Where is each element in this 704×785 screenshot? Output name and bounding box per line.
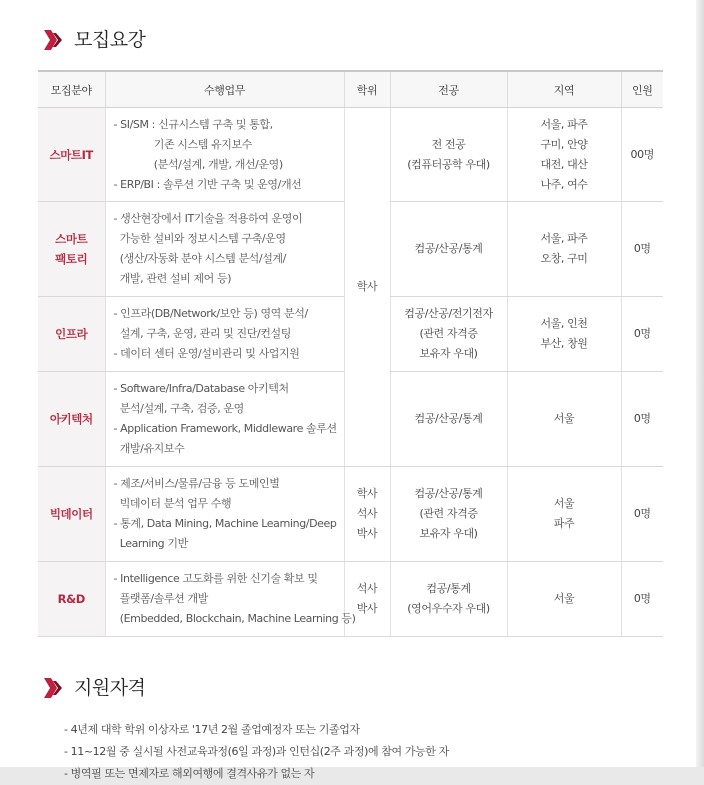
table-row xyxy=(38,108,663,202)
qualification-item: - 11~12월 중 실시될 사전교육과정(6일 과정)과 인턴십(2주 과정)에 참여 가능한 자 xyxy=(64,745,449,758)
field-label: 인프라 xyxy=(55,327,88,341)
major-line: 컴공/산공/전기전자 xyxy=(404,307,493,320)
major-cell xyxy=(390,562,507,637)
region-line: 서울, 인천 xyxy=(540,317,588,330)
duty-line: (생산/자동화 분야 시스템 분석/설계/ xyxy=(113,252,286,265)
major-cell xyxy=(390,297,507,372)
region-cell xyxy=(507,467,621,562)
region-cell xyxy=(507,202,621,297)
headcount-value: 0명 xyxy=(633,592,651,605)
region-line: 대전, 대산 xyxy=(540,157,588,171)
header-region: 지역 xyxy=(507,71,621,108)
major-line: 컴공/산공/통계 xyxy=(414,242,483,255)
region-line: 부산, 창원 xyxy=(540,337,588,350)
region-cell xyxy=(507,562,621,637)
duty-cell xyxy=(105,372,344,467)
headcount-cell xyxy=(621,297,663,372)
duty-line: - Application Framework, Middleware 솔루션 xyxy=(113,422,337,435)
major-cell xyxy=(390,372,507,467)
major-line: 컴공/통계 xyxy=(426,582,471,595)
headcount-cell xyxy=(621,108,663,202)
table-header-row xyxy=(38,71,663,108)
duty-line: - 데이터 센터 운영/설비관리 및 사업지원 xyxy=(113,347,300,360)
page-edge xyxy=(696,0,704,767)
degree-cell xyxy=(344,467,390,562)
major-line: (관련 자격증 xyxy=(419,327,478,340)
field-cell xyxy=(38,202,105,297)
major-cell xyxy=(390,467,507,562)
region-line: 구미, 안양 xyxy=(540,137,588,151)
duty-cell xyxy=(105,202,344,297)
header-headcount: 인원 xyxy=(621,71,663,108)
headcount-value: 0명 xyxy=(633,327,651,340)
major-line: 보유자 우대) xyxy=(419,347,478,360)
major-line: 보유자 우대) xyxy=(419,527,478,540)
duty-line: 분석/설계, 구축, 검증, 운영 xyxy=(113,402,244,415)
region-line: 서울 xyxy=(553,412,575,425)
region-line: 서울 xyxy=(553,497,575,510)
recruitment-table xyxy=(38,70,663,637)
duty-line: - 인프라(DB/Network/보안 등) 영역 분석/ xyxy=(113,307,308,320)
field-label: 스마트IT xyxy=(49,147,93,162)
duty-line: (분석/설계, 개발, 개선/운영) xyxy=(113,157,283,171)
duty-line: 설계, 구축, 운영, 관리 및 진단/컨설팅 xyxy=(113,327,291,340)
duty-line: (Embedded, Blockchain, Machine Learning 등) xyxy=(113,612,356,625)
duty-line: - 제조/서비스/물류/금융 등 도메인별 xyxy=(113,477,280,490)
table-row xyxy=(38,562,663,637)
major-line: (관련 자격증 xyxy=(419,507,478,520)
duty-line: 개발, 관련 설비 제어 등) xyxy=(113,272,232,285)
major-line: (컴퓨터공학 우대) xyxy=(407,157,490,171)
headcount-cell xyxy=(621,467,663,562)
field-cell xyxy=(38,562,105,637)
section-marker-icon xyxy=(44,30,62,50)
qualification-title-text: 지원자격 xyxy=(74,676,146,699)
duty-cell xyxy=(105,467,344,562)
duty-line: - SI/SM : 신규시스템 구축 및 통합, xyxy=(113,117,273,131)
field-label: 팩토리 xyxy=(55,252,88,266)
major-line: 컴공/산공/통계 xyxy=(414,487,483,500)
duty-line: - 생산현장에서 IT기술을 적용하여 운영이 xyxy=(113,212,303,225)
major-line: 컴공/산공/통계 xyxy=(414,412,483,425)
duty-line: - Intelligence 고도화를 위한 신기술 확보 및 xyxy=(113,572,318,585)
duty-line: 플랫폼/솔루션 개발 xyxy=(113,592,208,605)
degree-cell xyxy=(344,562,390,637)
degree-line: 석사 xyxy=(356,582,378,595)
duty-cell xyxy=(105,562,356,637)
duty-line: - 통계, Data Mining, Machine Learning/Deep xyxy=(113,517,337,530)
recruitment-section-title xyxy=(44,30,145,50)
region-line: 나주, 여수 xyxy=(540,177,588,191)
major-line: 전 전공 xyxy=(431,137,466,151)
field-cell xyxy=(38,372,105,467)
duty-cell xyxy=(105,297,344,372)
field-cell xyxy=(38,297,105,372)
major-cell xyxy=(390,108,507,202)
major-line: (영어우수자 우대) xyxy=(407,602,490,615)
duty-line: 개발/유지보수 xyxy=(113,442,185,455)
headcount-value: 0명 xyxy=(633,242,651,255)
region-line: 서울, 파주 xyxy=(540,232,588,245)
major-cell xyxy=(390,202,507,297)
headcount-value: 0명 xyxy=(633,507,651,520)
degree-line: 학사 xyxy=(356,487,378,500)
region-line: 오창, 구미 xyxy=(540,252,588,265)
duty-line: 기존 시스템 유지보수 xyxy=(113,137,252,151)
degree-line: 박사 xyxy=(356,602,378,615)
headcount-cell xyxy=(621,202,663,297)
headcount-cell xyxy=(621,372,663,467)
header-major: 전공 xyxy=(390,71,507,108)
qualification-item: - 병역필 또는 면제자로 해외여행에 결격사유가 없는 자 xyxy=(64,767,315,780)
region-line: 서울, 파주 xyxy=(540,117,588,131)
field-cell xyxy=(38,108,105,202)
field-label: R&D xyxy=(57,592,85,606)
degree-cell-shared xyxy=(344,108,390,467)
table-row xyxy=(38,467,663,562)
field-label: 아키텍처 xyxy=(49,412,93,426)
header-duty: 수행업무 xyxy=(105,71,344,108)
headcount-value: 0명 xyxy=(633,412,651,425)
duty-line: - ERP/BI : 솔루션 기반 구축 및 운영/개선 xyxy=(113,177,302,191)
duty-line: 빅데이터 분석 업무 수행 xyxy=(113,497,232,510)
field-label: 빅데이터 xyxy=(49,507,93,521)
recruitment-title-text: 모집요강 xyxy=(74,28,146,51)
headcount-cell xyxy=(621,562,663,637)
degree-line: 석사 xyxy=(356,507,378,520)
duty-line: - Software/Infra/Database 아키텍처 xyxy=(113,382,289,395)
region-line: 서울 xyxy=(553,592,575,605)
field-label: 스마트 xyxy=(55,232,88,246)
qualification-item: - 4년제 대학 학위 이상자로 '17년 2월 졸업예정자 또는 기졸업자 xyxy=(64,723,360,736)
qualification-section-title xyxy=(44,678,145,698)
degree-label: 학사 xyxy=(356,280,378,293)
header-field: 모집분야 xyxy=(38,71,105,108)
region-cell xyxy=(507,372,621,467)
qualification-list xyxy=(64,719,449,785)
region-line: 파주 xyxy=(553,517,575,530)
section-marker-icon xyxy=(44,678,62,698)
field-cell xyxy=(38,467,105,562)
region-cell xyxy=(507,108,621,202)
duty-cell xyxy=(105,108,344,202)
duty-line: 가능한 설비와 정보시스템 구축/운영 xyxy=(113,232,286,245)
header-degree: 학위 xyxy=(344,71,390,108)
degree-line: 박사 xyxy=(356,527,378,540)
region-cell xyxy=(507,297,621,372)
headcount-value: 00명 xyxy=(630,147,654,161)
duty-line: Learning 기반 xyxy=(113,537,188,550)
